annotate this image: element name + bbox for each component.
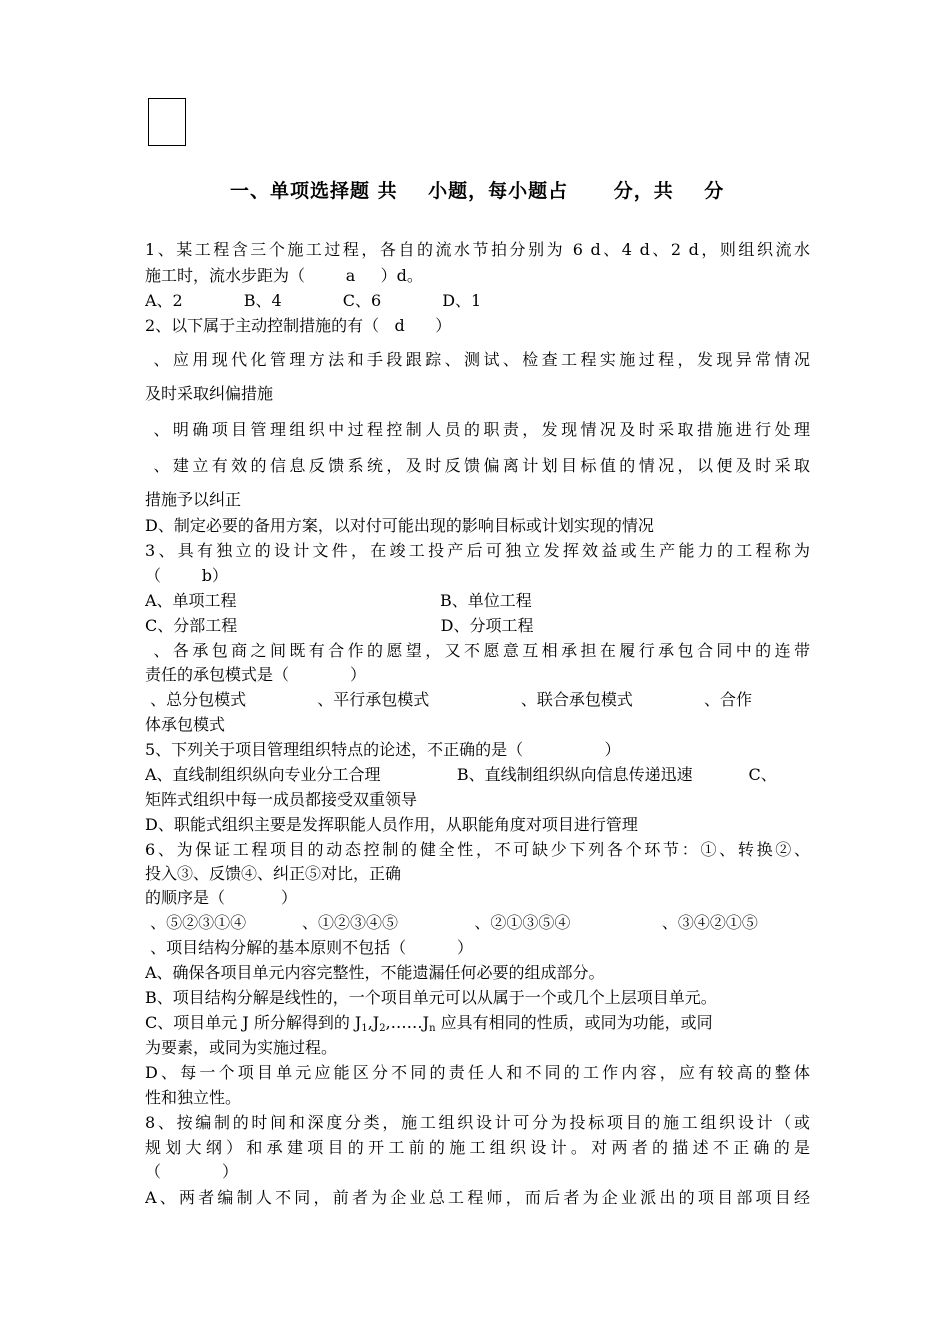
text-line: 5、下列关于项目管理组织特点的论述，不正确的是（ ） — [145, 740, 621, 759]
text-line: 、总分包模式 、平行承包模式 、联合承包模式 、合作 — [145, 690, 753, 709]
text-line: 、明确项目管理组织中过程控制人员的职责，发现情况及时采取措施进行处理 — [145, 420, 810, 439]
text-line: 1、某工程含三个施工过程，各自的流水节拍分别为 6 d、4 d、2 d，则组织流水 — [145, 240, 810, 259]
text-line: 、建立有效的信息反馈系统，及时反馈偏离计划目标值的情况，以便及时采取 — [145, 456, 810, 475]
text-line: D、职能式组织主要是发挥职能人员作用，从职能角度对项目进行管理 — [145, 815, 638, 834]
text-line: 措施予以纠正 — [145, 490, 242, 509]
score-box — [148, 98, 186, 146]
text-line: 3、具有独立的设计文件，在竣工投产后可独立发挥效益或生产能力的工程称为 — [145, 541, 810, 560]
text-line: 性和独立性。 — [145, 1088, 242, 1107]
text-line: 体承包模式 — [145, 715, 226, 734]
text-line: 责任的承包模式是（ ） — [145, 665, 367, 684]
text-line: 、⑤②③①④ 、①②③④⑤ 、②①③⑤④ 、③④②①⑤ — [145, 913, 758, 932]
text-line: 、项目结构分解的基本原则不包括（ ） — [145, 938, 473, 957]
text-line: B、项目结构分解是线性的，一个项目单元可以从属于一个或几个上层项目单元。 — [145, 988, 717, 1007]
section-title: 一、单项选择题 共 小题，每小题占 分，共 分 — [230, 180, 725, 202]
text-line: 、应用现代化管理方法和手段跟踪、测试、检查工程实施过程，发现异常情况 — [145, 350, 810, 369]
text-line: A、两者编制人不同，前者为企业总工程师，而后者为企业派出的项目部项目经 — [145, 1188, 810, 1207]
text-line: 的顺序是（ ） — [145, 888, 297, 907]
text-line: （ ） — [145, 1162, 239, 1181]
text-line: 、各承包商之间既有合作的愿望，又不愿意互相承担在履行承包合同中的连带 — [145, 641, 810, 660]
text-line: 6、为保证工程项目的动态控制的健全性，不可缺少下列各个环节：①、转换②、 — [145, 840, 810, 859]
text-line: 施工时，流水步距为（ a ）d。 — [145, 266, 423, 285]
text-line: A、确保各项目单元内容完整性，不能遗漏任何必要的组成部分。 — [145, 963, 605, 982]
text-line: 为要素，或同为实施过程。 — [145, 1038, 338, 1057]
question-line-c: C、项目单元 J 所分解得到的 $J_1,J_2,\dots\dots J_n$ 应具有相同的性质，或同为功能，或同 — [145, 1013, 713, 1034]
text-line: 及时采取纠偏措施 — [145, 384, 274, 403]
text-line: D、制定必要的备用方案，以对付可能出现的影响目标或计划实现的情况 — [145, 516, 654, 535]
text-line: （ b） — [145, 566, 228, 585]
text-line: 矩阵式组织中每一成员都接受双重领导 — [145, 790, 418, 809]
text-line: 8、按编制的时间和深度分类，施工组织设计可分为投标项目的施工组织设计（或 — [145, 1113, 810, 1132]
text-line: A、单项工程 B、单位工程 — [145, 591, 532, 610]
text-line: 投入③、反馈④、纠正⑤对比，正确 — [145, 864, 402, 883]
text-line: C、分部工程 D、分项工程 — [145, 616, 534, 635]
text-line: 2、以下属于主动控制措施的有（ d ） — [145, 316, 452, 335]
text-line: 规划大纲）和承建项目的开工前的施工组织设计。对两者的描述不正确的是 — [145, 1138, 810, 1157]
text-line: A、2 B、4 C、6 D、1 — [145, 291, 482, 310]
text-line: A、直线制组织纵向专业分工合理 B、直线制组织纵向信息传递迅速 C、 — [145, 765, 777, 784]
text-line: D、每一个项目单元应能区分不同的责任人和不同的工作内容，应有较高的整体 — [145, 1063, 810, 1082]
